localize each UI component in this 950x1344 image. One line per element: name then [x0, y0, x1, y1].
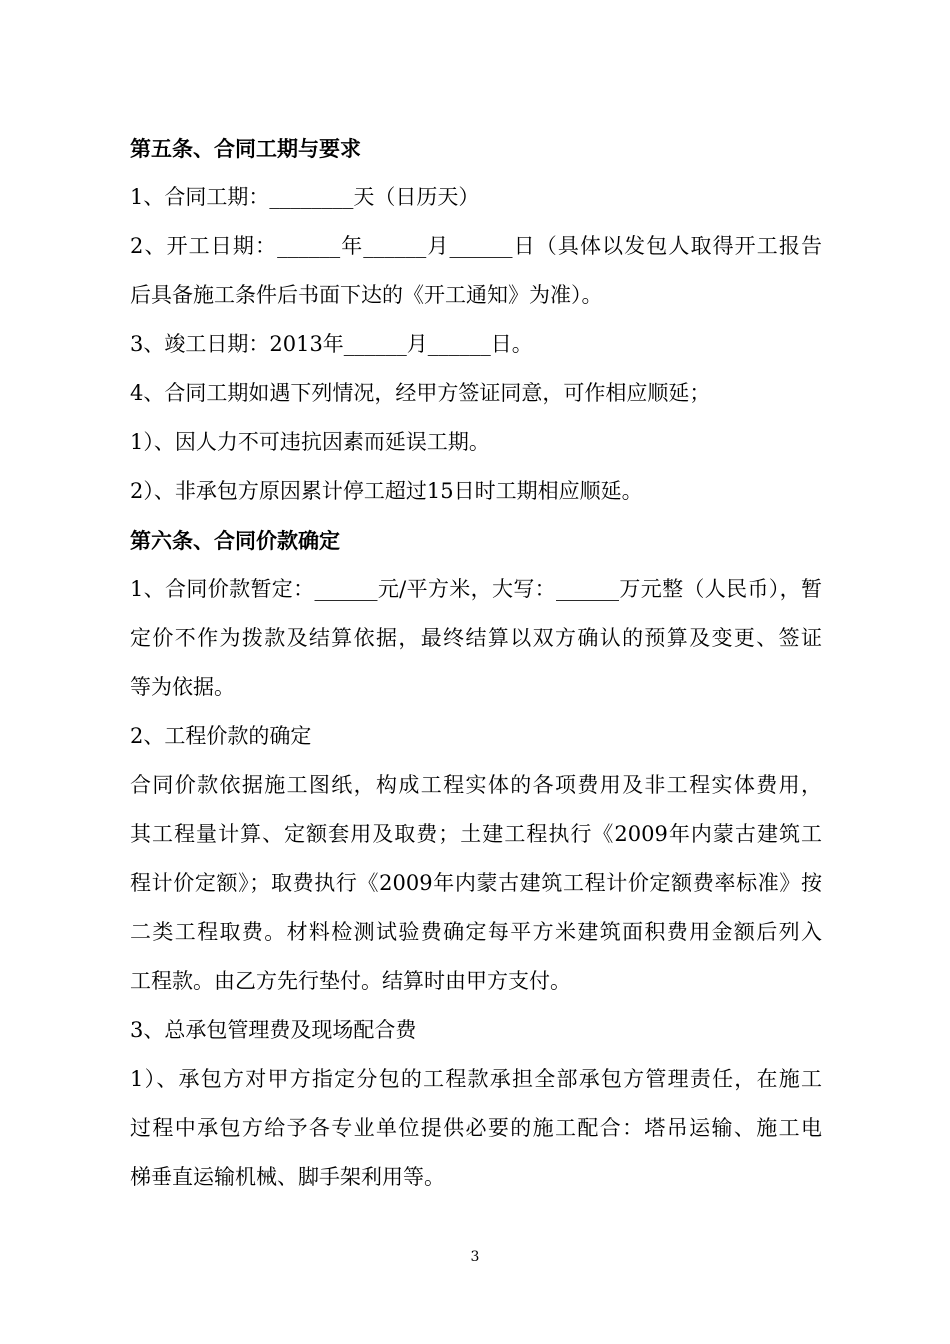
paragraph-line: 二类工程取费。材料检测试验费确定每平方米建筑面积费用金额后列入 [130, 920, 822, 944]
section-heading-article-5: 第五条、合同工期与要求 [130, 136, 361, 161]
paragraph-line: 2、工程价款的确定 [130, 724, 312, 748]
paragraph-line: 1、合同工期：________天（日历天） [130, 185, 480, 209]
paragraph-line: 过程中承包方给予各专业单位提供必要的施工配合：塔吊运输、施工电 [130, 1116, 822, 1140]
document-body [130, 124, 822, 1202]
paragraph-line: 程计价定额》；取费执行《2009年内蒙古建筑工程计价定额费率标准》按 [130, 871, 822, 895]
section-heading-article-6: 第六条、合同价款确定 [130, 528, 340, 553]
paragraph-line: 3、总承包管理费及现场配合费 [130, 1018, 417, 1042]
paragraph-line: 2）、非承包方原因累计停工超过15日时工期相应顺延。 [130, 479, 643, 503]
paragraph-line: 梯垂直运输机械、脚手架利用等。 [130, 1165, 445, 1189]
paragraph-line: 其工程量计算、定额套用及取费；土建工程执行《2009年内蒙古建筑工 [130, 822, 822, 846]
paragraph-line: 后具备施工条件后书面下达的《开工通知》为准）。 [130, 283, 603, 307]
paragraph-line: 2、开工日期：______年______月______日（具体以发包人取得开工报告 [130, 234, 822, 258]
paragraph-line: 合同价款依据施工图纸，构成工程实体的各项费用及非工程实体费用， [130, 773, 822, 797]
paragraph-line: 等为依据。 [130, 675, 235, 699]
paragraph-line: 工程款。由乙方先行垫付。结算时由甲方支付。 [130, 969, 571, 993]
paragraph-line: 1、合同价款暂定：______元/平方米，大写：______万元整（人民币），暂 [130, 577, 822, 601]
page-number: 3 [470, 1249, 480, 1265]
paragraph-line: 1）、因人力不可违抗因素而延误工期。 [130, 430, 490, 454]
paragraph-line: 定价不作为拨款及结算依据，最终结算以双方确认的预算及变更、签证 [130, 626, 822, 650]
paragraph-line: 1）、承包方对甲方指定分包的工程款承担全部承包方管理责任，在施工 [130, 1067, 822, 1091]
paragraph-line: 4、合同工期如遇下列情况，经甲方签证同意，可作相应顺延； [130, 381, 711, 405]
paragraph-line: 3、竣工日期：2013年______月______日。 [130, 332, 533, 356]
